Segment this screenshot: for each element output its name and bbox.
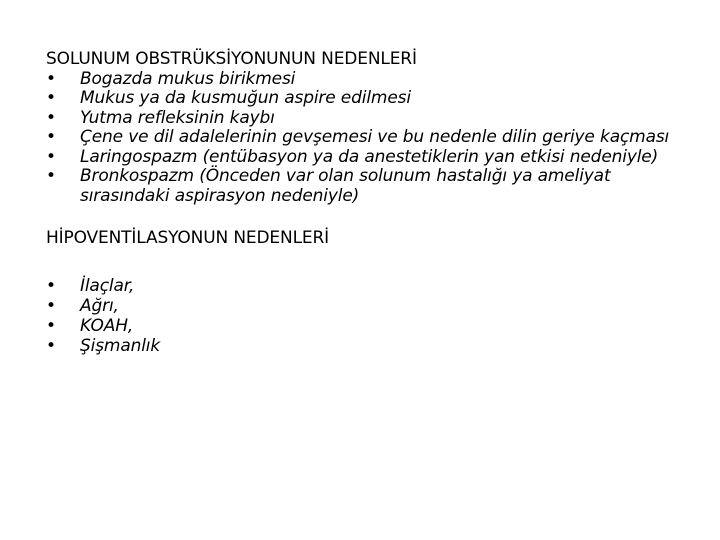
list-item-text: İlaçlar, — [80, 275, 135, 296]
bullet-icon: • — [46, 88, 56, 108]
list-item-text: Ağrı, — [80, 295, 119, 316]
bullet-icon: • — [46, 295, 56, 316]
list-item-text: Mukus ya da kusmuğun aspire edilmesi — [80, 88, 411, 108]
list-item — [46, 296, 686, 316]
section-heading-hypoventilation: HİPOVENTİLASYONUN NEDENLERİ — [46, 228, 330, 248]
slide-content — [46, 50, 686, 356]
hypoventilation-causes-list — [46, 276, 686, 356]
list-item — [46, 70, 686, 90]
list-item-text: Bogazda mukus birikmesi — [80, 68, 296, 89]
bullet-icon: • — [46, 166, 56, 186]
bullet-icon: • — [46, 275, 56, 296]
bullet-icon: • — [46, 335, 56, 356]
obstruction-causes-section — [46, 50, 686, 206]
list-item-text: Çene ve dil adalelerinin gevşemesi ve bu nedenle dilin geriye kaçması — [80, 127, 670, 147]
list-item — [46, 128, 686, 148]
bullet-icon: • — [46, 146, 56, 167]
obstruction-causes-list — [46, 70, 686, 207]
list-item — [46, 148, 686, 168]
list-item — [46, 89, 686, 109]
list-item-text: KOAH, — [80, 315, 134, 336]
list-item — [46, 276, 686, 296]
list-item — [46, 167, 686, 206]
list-item-text: Şişmanlık — [80, 335, 161, 356]
list-item — [46, 316, 686, 336]
list-item-text: Laringospazm (entübasyon ya da anestetiklerin yan etkisi nedeniyle) — [80, 146, 659, 167]
bullet-icon: • — [46, 107, 56, 128]
bullet-icon: • — [46, 127, 56, 147]
bullet-icon: • — [46, 68, 56, 89]
bullet-icon: • — [46, 315, 56, 336]
list-item-text: Yutma refleksinin kaybı — [80, 107, 275, 128]
list-item — [46, 109, 686, 129]
list-item — [46, 336, 686, 356]
hypoventilation-causes-section — [46, 229, 686, 356]
section-heading-obstruction: SOLUNUM OBSTRÜKSİYONUNUN NEDENLERİ — [46, 49, 417, 69]
list-item-text: Bronkospazm (Önceden var olan solunum hastalığı ya ameliyat sırasındaki aspirasyon nedeniyle) — [80, 166, 611, 206]
